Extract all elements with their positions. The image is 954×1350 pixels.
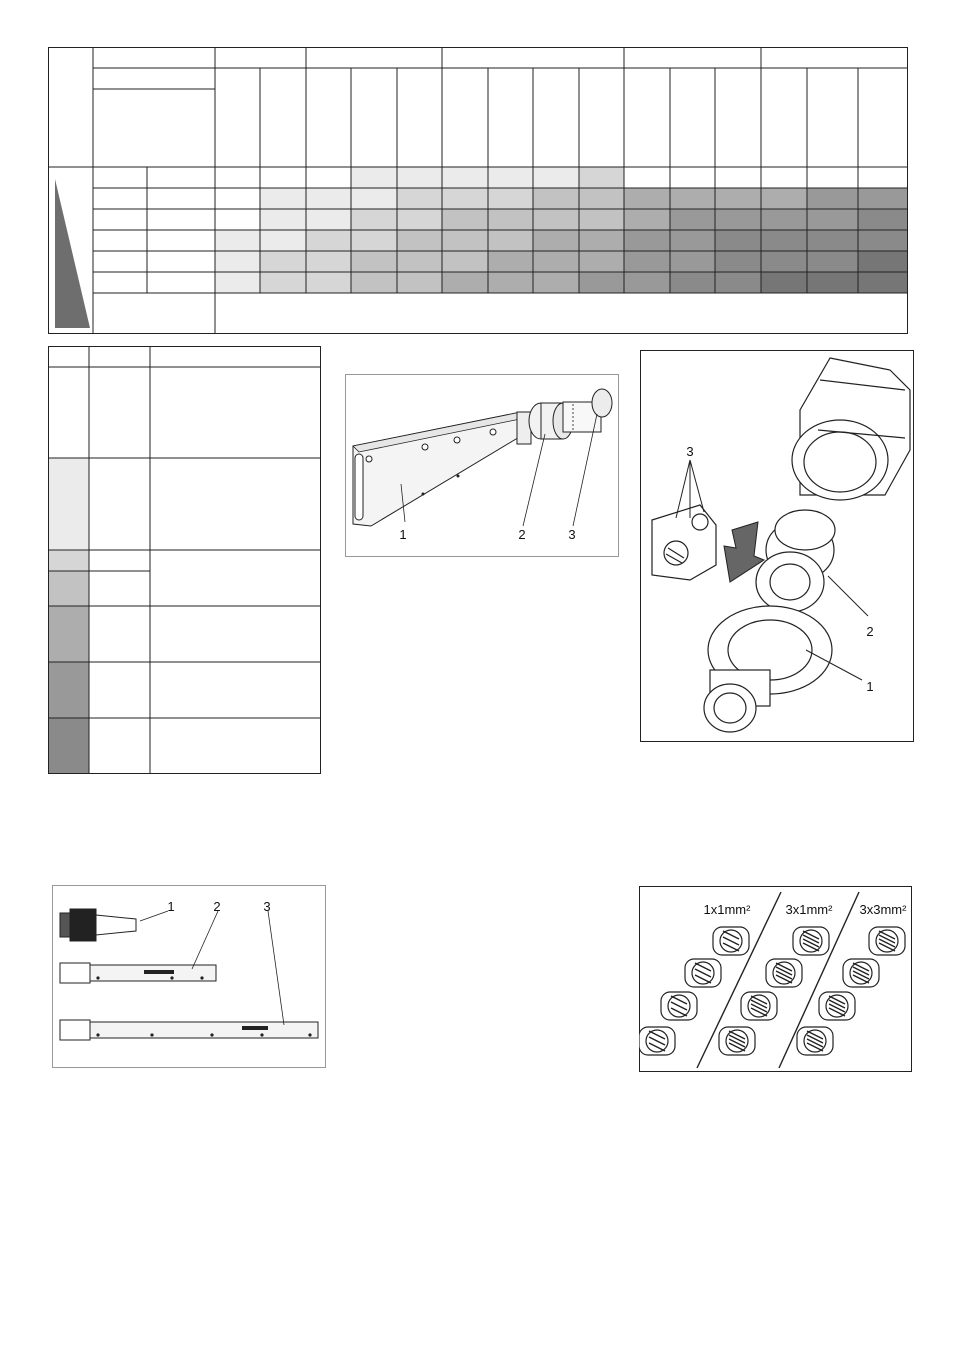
grid-cell bbox=[442, 272, 488, 293]
callout-2: 2 bbox=[866, 624, 874, 639]
terminal-icon bbox=[639, 1027, 675, 1055]
grid-cell bbox=[215, 230, 260, 251]
callout-2: 2 bbox=[518, 527, 526, 542]
terminal-icon bbox=[819, 992, 855, 1020]
grid-cell bbox=[858, 167, 907, 188]
grid-cell bbox=[624, 209, 670, 230]
grid-cell bbox=[670, 209, 715, 230]
grid-cell bbox=[442, 230, 488, 251]
grid-cell bbox=[715, 167, 761, 188]
grid-cell bbox=[807, 251, 858, 272]
legend-swatch bbox=[49, 606, 90, 662]
rods-comparison-figure bbox=[52, 885, 326, 1068]
grid-cell bbox=[397, 167, 442, 188]
grid-cell bbox=[807, 167, 858, 188]
legend-swatch bbox=[49, 458, 90, 550]
grid-cell bbox=[858, 230, 907, 251]
grid-cell bbox=[260, 272, 306, 293]
legend-swatch bbox=[49, 550, 90, 571]
grid-cell bbox=[397, 188, 442, 209]
grid-cell bbox=[215, 209, 260, 230]
grid-cell bbox=[533, 230, 579, 251]
grid-cell bbox=[858, 251, 907, 272]
grid-cell bbox=[715, 272, 761, 293]
grid-cell bbox=[488, 251, 533, 272]
terminal-icon bbox=[843, 959, 879, 987]
callout-3: 3 bbox=[686, 444, 694, 459]
grid-cell bbox=[488, 167, 533, 188]
grid-cell bbox=[351, 251, 397, 272]
terminal-icon bbox=[869, 927, 905, 955]
terminal-icon bbox=[797, 1027, 833, 1055]
callout-1: 1 bbox=[167, 899, 175, 914]
grid-cell bbox=[624, 272, 670, 293]
grid-cell bbox=[807, 188, 858, 209]
grid-cell bbox=[761, 167, 807, 188]
callout-1: 1 bbox=[866, 679, 874, 694]
grid-cell bbox=[215, 251, 260, 272]
legend-swatch bbox=[49, 367, 90, 458]
grid-cell bbox=[533, 167, 579, 188]
grid-cell bbox=[397, 272, 442, 293]
legend-lines bbox=[48, 346, 321, 774]
grid-cell bbox=[260, 209, 306, 230]
grid-cell bbox=[715, 251, 761, 272]
wedge-indicator bbox=[55, 179, 90, 328]
grid-cell bbox=[488, 230, 533, 251]
grid-cell bbox=[579, 188, 624, 209]
grid-cell bbox=[442, 209, 488, 230]
grid-cell bbox=[807, 209, 858, 230]
grid-cell bbox=[306, 272, 351, 293]
grid-cell bbox=[442, 167, 488, 188]
grid-cell bbox=[351, 272, 397, 293]
header-1x1: 1x1mm² bbox=[703, 902, 751, 917]
grid-cell bbox=[858, 209, 907, 230]
callout-3: 3 bbox=[263, 899, 271, 914]
grid-cell bbox=[670, 251, 715, 272]
grid-cell bbox=[715, 230, 761, 251]
grid-cell bbox=[761, 188, 807, 209]
grid-cell bbox=[306, 230, 351, 251]
grid-cell bbox=[306, 167, 351, 188]
grid-cell bbox=[807, 230, 858, 251]
terminal-sizes-figure bbox=[639, 886, 912, 1072]
grid-cell bbox=[442, 188, 488, 209]
callout-2: 2 bbox=[213, 899, 221, 914]
grid-cell bbox=[306, 209, 351, 230]
grid-cell bbox=[260, 167, 306, 188]
terminal-icon bbox=[741, 992, 777, 1020]
grid-cell bbox=[397, 209, 442, 230]
grid-cell bbox=[260, 188, 306, 209]
terminal-icon bbox=[719, 1027, 755, 1055]
grid-cell bbox=[351, 167, 397, 188]
terminal-icon bbox=[793, 927, 829, 955]
shade-legend-table bbox=[48, 346, 322, 776]
terminal-icon bbox=[661, 992, 697, 1020]
grid-cell bbox=[397, 251, 442, 272]
grid-cell bbox=[215, 188, 260, 209]
color-grid-table bbox=[48, 47, 910, 337]
grid-cell bbox=[260, 251, 306, 272]
grid-cell bbox=[715, 209, 761, 230]
grid-cell bbox=[533, 272, 579, 293]
grid-cell bbox=[624, 251, 670, 272]
callout-3: 3 bbox=[568, 527, 576, 542]
grid-cell bbox=[670, 272, 715, 293]
header-3x3: 3x3mm² bbox=[859, 902, 907, 917]
grid-cell bbox=[260, 230, 306, 251]
terminal-icon bbox=[766, 959, 802, 987]
legend-swatch bbox=[49, 662, 90, 718]
grid-cell bbox=[533, 251, 579, 272]
grid-cell bbox=[488, 272, 533, 293]
callout-1: 1 bbox=[399, 527, 407, 542]
grid-cell bbox=[442, 251, 488, 272]
grid-cell bbox=[215, 167, 260, 188]
grid-cell bbox=[579, 272, 624, 293]
grid-cell bbox=[858, 272, 907, 293]
grid-cell bbox=[715, 188, 761, 209]
legend-swatch bbox=[49, 571, 90, 606]
terminal-icon bbox=[713, 927, 749, 955]
grid-cell bbox=[624, 188, 670, 209]
grid-cell bbox=[488, 209, 533, 230]
grid-cell bbox=[579, 209, 624, 230]
grid-cell bbox=[351, 188, 397, 209]
header-3x1: 3x1mm² bbox=[785, 902, 833, 917]
grid-cell bbox=[761, 209, 807, 230]
connector-rod-figure bbox=[345, 374, 619, 557]
grid-cell bbox=[215, 272, 260, 293]
grid-cell bbox=[807, 272, 858, 293]
legend-swatch bbox=[49, 718, 90, 774]
exploded-connector-figure bbox=[640, 350, 914, 742]
grid-cell bbox=[306, 188, 351, 209]
grid-cell bbox=[670, 188, 715, 209]
grid-cell bbox=[397, 230, 442, 251]
grid-cell bbox=[761, 272, 807, 293]
grid-cell bbox=[488, 188, 533, 209]
grid-cell bbox=[624, 230, 670, 251]
grid-cell bbox=[351, 209, 397, 230]
grid-cell bbox=[761, 251, 807, 272]
grid-cell bbox=[306, 251, 351, 272]
grid-cell bbox=[579, 167, 624, 188]
grid-cell bbox=[351, 230, 397, 251]
terminal-icon bbox=[685, 959, 721, 987]
grid-cell bbox=[624, 167, 670, 188]
grid-cell bbox=[533, 188, 579, 209]
grid-cell bbox=[533, 209, 579, 230]
grid-cell bbox=[579, 251, 624, 272]
grid-cell bbox=[761, 230, 807, 251]
grid-cell bbox=[670, 167, 715, 188]
grid-cell bbox=[579, 230, 624, 251]
grid-cell bbox=[858, 188, 907, 209]
grid-cell bbox=[670, 230, 715, 251]
